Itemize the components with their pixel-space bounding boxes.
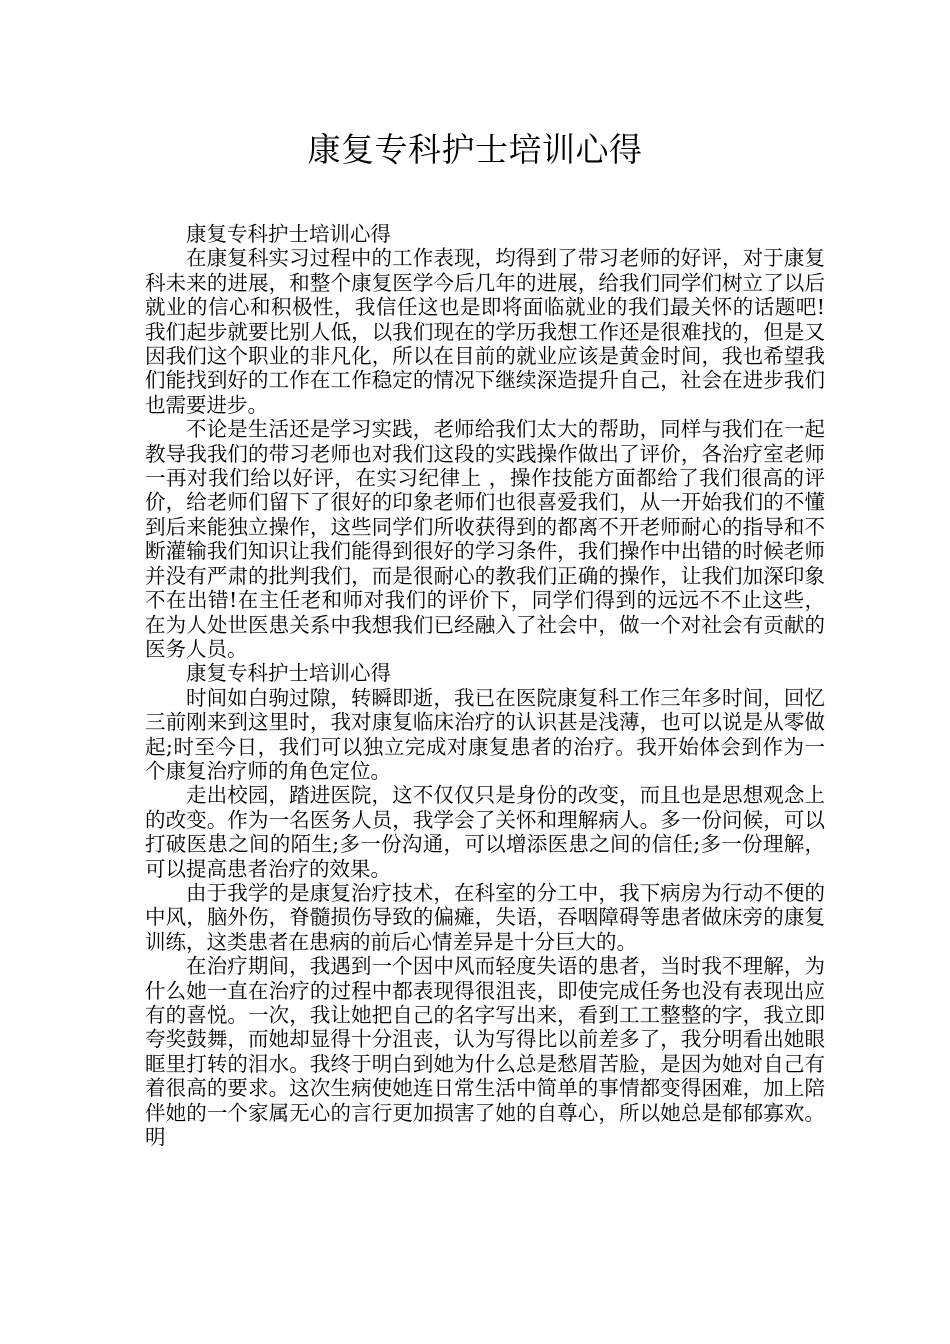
paragraph-time-passes: 时间如白驹过隙，转瞬即逝，我已在医院康复科工作三年多时间，回忆三前刚来到这里时，我对康复临床治疗的认识甚是浅薄，也可以说是从零做起;时至今日，我们可以独立完成对康复患者的治疗。我开始体会到作为一个康复治疗师的角色定位。: [145, 685, 825, 783]
paragraph-internship-performance: 在康复科实习过程中的工作表现，均得到了带习老师的好评，对于康复科未来的进展，和整个康复医学今后几年的进展，给我们同学们树立了以后就业的信心和积极性，我信任这也是即将面临就业的我们最关怀的话题吧!我们起步就要比别人低，以我们现在的学历我想工作还是很难找的，但是又因我们这个职业的非凡化，所以在目前的就业应该是黄金时间，我也希望我们能找到好的工作在工作稳定的情况下继续深造提升自己，社会在进步我们也需要进步。: [145, 246, 825, 417]
paragraph-leaving-campus: 走出校园，踏进医院，这不仅仅只是身份的改变，而且也是思想观念上的改变。作为一名医务人员，我学会了关怀和理解病人。多一份问候，可以打破医患之间的陌生;多一份沟通，可以增添医患之间的信任;多一份理解，可以提高患者治疗的效果。: [145, 783, 825, 881]
paragraph-rehab-technique: 由于我学的是康复治疗技术，在科室的分工中，我下病房为行动不便的中风，脑外伤，脊髓损伤导致的偏瘫，失语，吞咽障碍等患者做床旁的康复训练，这类患者在患病的前后心情差异是十分巨大的。: [145, 880, 825, 954]
document-title: 康复专科护士培训心得: [307, 130, 643, 169]
paragraph-subheading-1: 康复专科护士培训心得: [186, 222, 391, 246]
paragraph-subheading-2: 康复专科护士培训心得: [186, 661, 391, 686]
paragraph-teacher-help: 不论是生活还是学习实践，老师给我们太大的帮助，同样与我们在一起教导我我们的带习老师也对我们这段的实践操作做出了评价，各治疗室老师一再对我们给以好评，在实习纪律上 ，操作技能方面都给了我们很高的评价，给老师们留下了很好的印象老师们也很喜爱我们，从一开始我们的不懂到后来能独立操作，这些同学们所收获得到的都离不开老师耐心的指导和不断灌输我们知识让我们能得到很好的学习条件，我们操作中出错的时候老师并没有严肃的批判我们，而是很耐心的教我们正确的操作，让我们加深印象不在出错!在主任老和师对我们的评价下，同学们得到的远远不不止这些，在为人处世医患关系中我想我们已经融入了社会中，做一个对社会有贡献的医务人员。: [145, 417, 825, 661]
document-body: [145, 222, 825, 1149]
paragraph-patient-story: 在治疗期间，我遇到一个因中风而轻度失语的患者，当时我不理解，为什么她一直在治疗的过程中都表现得很沮丧，即使完成任务也没有表现出应有的喜悦。一次，我让她把自己的名字写出来，看到工工整整的字，我立即夸奖鼓舞，而她却显得十分沮丧，认为写得比以前差多了，我分明看出她眼眶里打转的泪水。我终于明白到她为什么总是愁眉苦脸，是因为她对自己有着很高的要求。这次生病使她连日常生活中简单的事情都变得困难，加上陪伴她的一个家属无心的言行更加损害了她的自尊心，所以她总是郁郁寡欢。明: [145, 954, 825, 1150]
